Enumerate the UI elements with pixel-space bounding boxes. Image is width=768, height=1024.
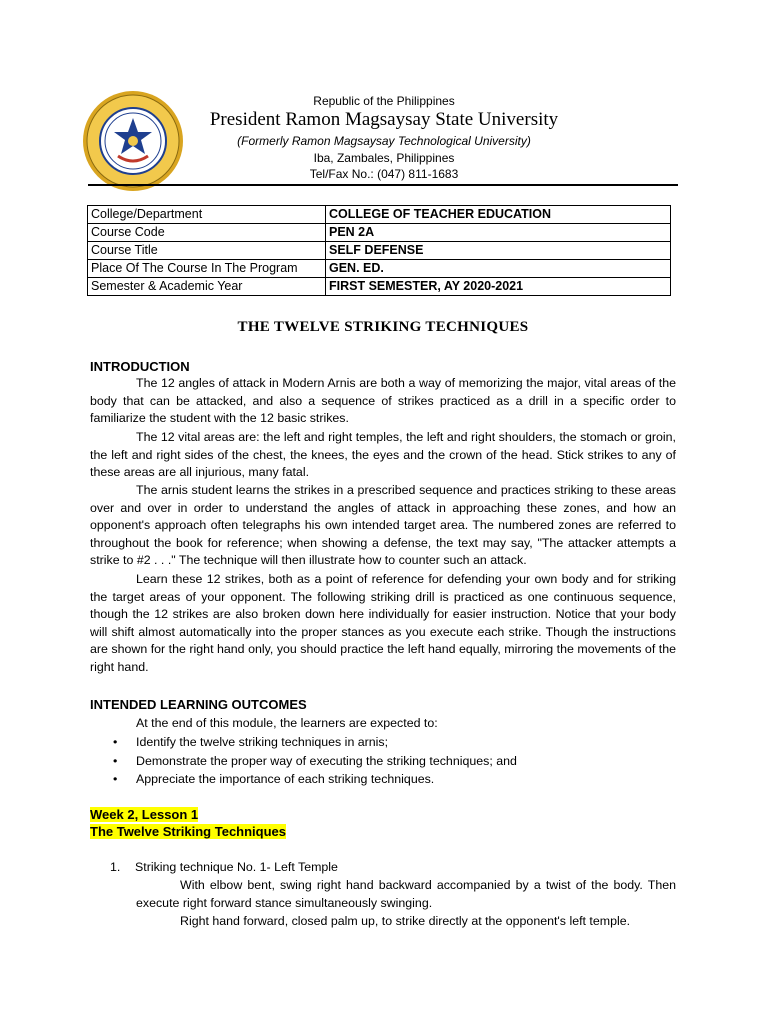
outcomes-list: [90, 733, 676, 789]
table-row: [88, 260, 671, 278]
technique-item: [110, 860, 338, 874]
university-location: Iba, Zambales, Philippines: [313, 151, 455, 165]
table-row: [88, 278, 671, 296]
lesson-title-label: [90, 824, 286, 839]
outcomes-heading: INTENDED LEARNING OUTCOMES: [90, 697, 307, 712]
document-title: THE TWELVE STRIKING TECHNIQUES: [237, 319, 529, 335]
bullet-icon: •: [113, 772, 118, 786]
list-item: [90, 733, 676, 752]
course-info-value: FIRST SEMESTER, AY 2020-2021: [326, 278, 671, 296]
outcome-text: Appreciate the importance of each striking techniques.: [136, 772, 435, 786]
table-row: [88, 242, 671, 260]
former-name: (Formerly Ramon Magsaysay Technological University): [237, 134, 531, 148]
course-info-value: GEN. ED.: [326, 260, 671, 278]
university-seal-logo: [82, 90, 184, 192]
republic-line: Republic of the Philippines: [313, 94, 455, 108]
course-info-table: [87, 205, 671, 296]
course-info-label: Course Title: [88, 242, 326, 260]
university-name: President Ramon Magsaysay State University: [209, 109, 559, 130]
lesson-title-text: The Twelve Striking Techniques: [90, 824, 287, 839]
course-info-label: Place Of The Course In The Program: [88, 260, 326, 278]
intro-paragraph: The 12 angles of attack in Modern Arnis are both a way of memorizing the major, vital areas of the body that can be attacked, and also a sequence of strikes practiced as a drill in a specific order to familiarize the student with the 12 basic strikes.: [90, 376, 676, 426]
table-row: [88, 224, 671, 242]
technique-title: Striking technique No. 1- Left Temple: [135, 860, 338, 874]
telfax-line: Tel/Fax No.: (047) 811-1683: [309, 167, 459, 181]
course-info-label: Semester & Academic Year: [88, 278, 326, 296]
lesson-week-text: Week 2, Lesson 1: [90, 807, 199, 822]
introduction-heading: INTRODUCTION: [90, 359, 190, 374]
course-info-value: PEN 2A: [326, 224, 671, 242]
bullet-icon: •: [113, 753, 118, 768]
intro-paragraph: The 12 vital areas are: the left and right temples, the left and right shoulders, the stomach or groin, the left and right sides of the chest, the knees, the eyes and the crown of the head. Stick strikes to any of these areas are all injurious, many fatal.: [90, 430, 676, 480]
course-info-value: COLLEGE OF TEACHER EDUCATION: [326, 206, 671, 224]
lesson-week-label: [90, 807, 198, 822]
technique-paragraph: Right hand forward, closed palm up, to strike directly at the opponent's left temple.: [180, 914, 631, 928]
header-divider: [88, 184, 678, 186]
intro-paragraph: The arnis student learns the strikes in a prescribed sequence and practices striking to these areas over and over in order to understand the angles of attack in approaching these zones, and how an opponent's approach often telegraphs his own intended target area. The numbered zones are referred to throughout the book for reference; when showing a defense, the text may say, "The attacker attempts a strike to #2 . . ." The technique will then illustrate how to counter such an attack.: [90, 483, 676, 568]
outcomes-intro: At the end of this module, the learners are expected to:: [136, 716, 438, 730]
technique-paragraph: With elbow bent, swing right hand backward accompanied by a twist of the body. Then execute right forward stance simultaneously swinging.: [136, 878, 676, 910]
technique-number: 1.: [110, 860, 121, 874]
course-info-label: Course Code: [88, 224, 326, 242]
outcome-text: Demonstrate the proper way of executing the striking techniques; and: [136, 753, 517, 768]
list-item: [90, 770, 676, 789]
table-row: [88, 206, 671, 224]
course-info-label: College/Department: [88, 206, 326, 224]
list-item: [90, 752, 676, 771]
bullet-icon: •: [113, 735, 118, 749]
course-info-value: SELF DEFENSE: [326, 242, 671, 260]
outcome-text: Identify the twelve striking techniques in arnis;: [136, 735, 389, 749]
intro-paragraph: Learn these 12 strikes, both as a point of reference for defending your own body and for striking the target areas of your opponent. The following striking drill is practiced as one continuous sequence, though the 12 strikes are also broken down here individually for easier instruction. Notice that your body will shift almost automatically into the proper stances as you execute each strike. Though the instructions are shown for the right hand only, you should practice the left hand equally, mirroring the movements of the right hand.: [90, 572, 676, 674]
